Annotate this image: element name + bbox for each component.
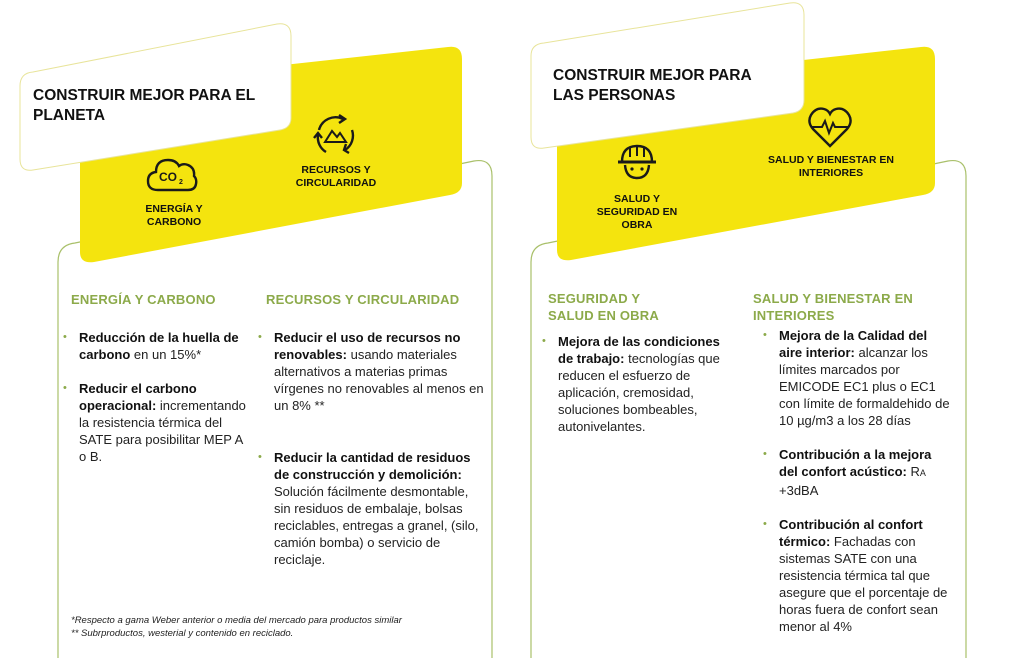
heart-pulse-icon <box>806 104 854 150</box>
hard-hat-worker-icon <box>614 140 660 188</box>
list-item: • Reducir la cantidad de residuos de construcción y demolición: Solución fácilmente desmontable, sin residuos de embalaje, bolsas reciclables, entregas a granel, (silo, camión bomba) o servicio de reciclaje. <box>258 449 486 568</box>
category-label-indoor-health: SALUD Y BIENESTAR EN INTERIORES <box>767 154 895 179</box>
footnote-1: *Respecto a gama Weber anterior o media del mercado para productos similar <box>71 615 402 626</box>
bullet-list-indoor-health <box>763 327 951 652</box>
column-heading-indoor-health: SALUD Y BIENESTAR EN INTERIORES <box>753 291 914 323</box>
right-panel-title: CONSTRUIR MEJOR PARA LAS PERSONAS <box>553 67 752 104</box>
svg-text:CO: CO <box>159 170 177 184</box>
footnote-2: ** Subrproductos, westerial y contenido en reciclado. <box>71 628 294 639</box>
list-item: • Reducción de la huella de carbono en un 15%* <box>63 329 253 363</box>
bullet-list-site-safety <box>542 333 738 452</box>
svg-text:2: 2 <box>179 179 183 186</box>
left-panel-title: CONSTRUIR MEJOR PARA EL PLANETA <box>33 87 255 124</box>
list-item: • Reducir el uso de recursos no renovables: usando materiales alternativos a materias primas vírgenes no renovables al menos en un 8% ** <box>258 329 486 414</box>
column-heading-resources: RECURSOS Y CIRCULARIDAD <box>266 292 460 307</box>
list-item: • Mejora de la Calidad del aire interior: alcanzar los límites marcados por EMICODE EC1 plus o EC1 con límite de formaldehido de 10 µg/m3 a los 28 días <box>763 327 951 429</box>
bullet-list-energy <box>63 329 253 482</box>
category-label-energy: ENERGÍA Y CARBONO <box>145 203 203 228</box>
list-item: • Contribución al confort térmico: Fachadas con sistemas SATE con una resistencia térmica tal que asegure que el porcentaje de horas fuera de confort sean menor al 4% <box>763 516 951 635</box>
column-heading-energy: ENERGÍA Y CARBONO <box>71 292 216 307</box>
co2-cloud-icon <box>146 152 198 194</box>
list-item: • Reducir el carbono operacional: incrementando la resistencia térmica del SATE para posibilitar MEP A o B. <box>63 380 253 465</box>
bullet-list-resources <box>258 329 486 585</box>
category-label-resources: RECURSOS Y CIRCULARIDAD <box>295 164 377 189</box>
list-item: • Contribución a la mejora del confort acústico: RA +3dBA <box>763 446 951 499</box>
list-item: • Mejora de las condiciones de trabajo: tecnologías que reducen el esfuerzo de aplicación, cremosidad, soluciones bombeables, autonivelantes. <box>542 333 738 435</box>
category-label-site-safety: SALUD Y SEGURIDAD EN OBRA <box>596 193 678 231</box>
recycle-icon <box>310 110 360 160</box>
column-heading-site-safety: SEGURIDAD Y SALUD EN OBRA <box>548 291 659 323</box>
